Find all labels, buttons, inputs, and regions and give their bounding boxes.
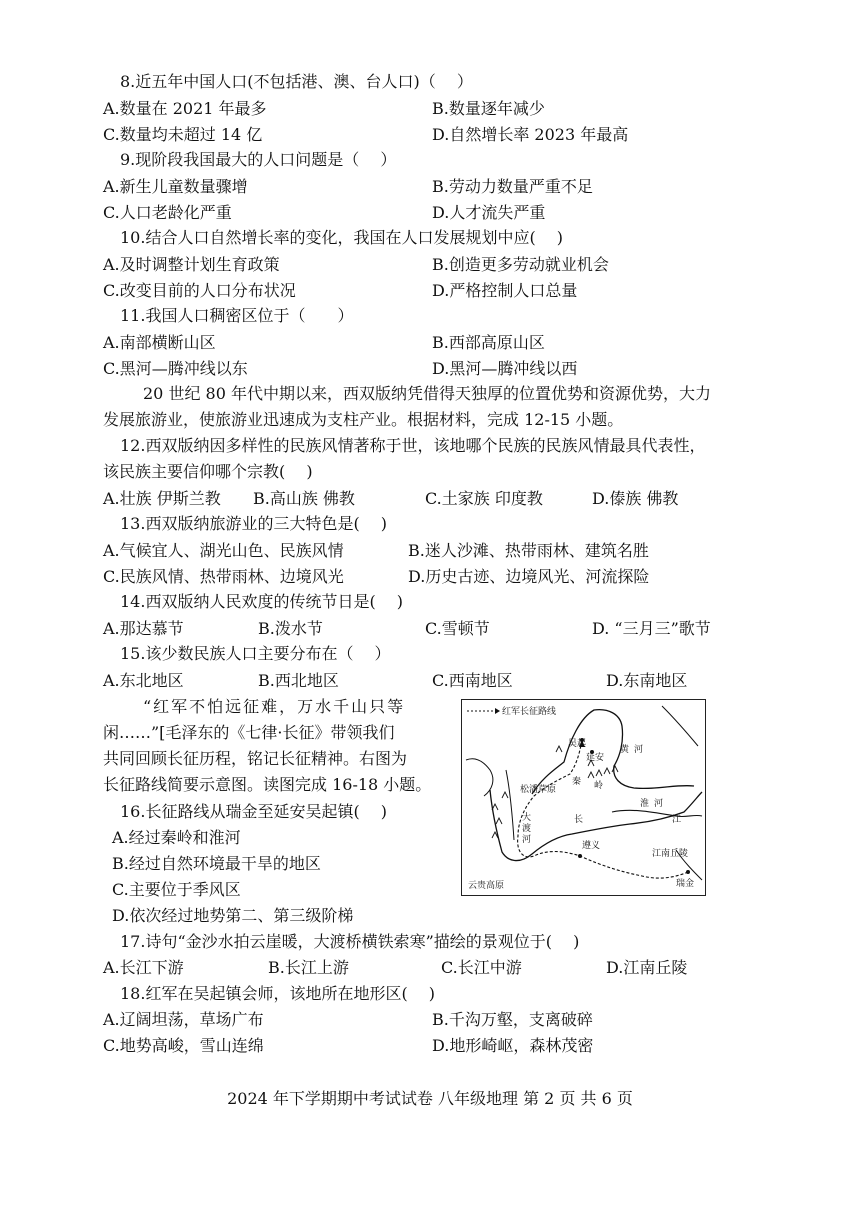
q8-option-c[interactable]: C.数量均未超过 14 亿: [103, 125, 263, 144]
material-1-line-2: 发展旅游业，使旅游业迅速成为支柱产业。根据材料，完成 12-15 小题。: [103, 410, 624, 429]
material-2-line-4: 长征路线简要示意图。读图完成 16-18 小题。: [103, 775, 432, 794]
q12-option-c[interactable]: C.土家族 印度教: [425, 489, 543, 508]
material-1-line-1: 20 世纪 80 年代中期以来，西双版纳凭借得天独厚的位置优势和资源优势，大力: [143, 384, 711, 403]
label-yanan: 延安: [586, 753, 605, 763]
q14-option-b[interactable]: B.泼水节: [258, 619, 323, 638]
q8-option-a[interactable]: A.数量在 2021 年最多: [103, 99, 267, 118]
q11-option-d[interactable]: D.黑河—腾冲线以西: [432, 359, 578, 378]
q8-stem: 8.近五年中国人口(不包括港、澳、台人口)（ ）: [120, 72, 473, 91]
q14-stem: 14.西双版纳人民欢度的传统节日是( ): [120, 592, 404, 611]
q9-option-d[interactable]: D.人才流失严重: [432, 203, 546, 222]
q10-option-b[interactable]: B.创造更多劳动就业机会: [432, 255, 609, 274]
q13-option-d[interactable]: D.历史古迹、边境风光、河流探险: [408, 567, 650, 586]
legend-label: 红军长征路线: [502, 707, 557, 717]
q12-option-a[interactable]: A.壮族 伊斯兰教: [103, 489, 221, 508]
q18-option-c[interactable]: C.地势高峻，雪山连绵: [103, 1036, 264, 1055]
material-2-line-1: “红军不怕远征难，万水千山只等: [143, 697, 406, 716]
legend-arrow-icon: [495, 708, 500, 714]
q17-option-a[interactable]: A.长江下游: [103, 958, 184, 977]
q14-option-d[interactable]: D. “三月三”歌节: [592, 619, 711, 638]
q15-option-c[interactable]: C.西南地区: [432, 671, 513, 690]
q18-option-d[interactable]: D.地形崎岖，森林茂密: [432, 1036, 594, 1055]
q12-option-b[interactable]: B.高山族 佛教: [253, 489, 355, 508]
q15-option-a[interactable]: A.东北地区: [103, 671, 184, 690]
label-ling: 岭: [594, 781, 604, 791]
material-2-line-2: 闲……”[毛泽东的《七律·长征》带领我们: [103, 723, 395, 742]
label-qin: 秦: [572, 777, 582, 787]
q17-stem: 17.诗句“金沙水拍云崖暖，大渡桥横铁索寒”描绘的景观位于( ): [120, 932, 580, 951]
q13-option-c[interactable]: C.民族风情、热带雨林、边境风光: [103, 567, 344, 586]
label-yungui: 云贵高原: [468, 881, 505, 891]
q17-option-b[interactable]: B.长江上游: [268, 958, 349, 977]
label-huang: 黄: [620, 745, 630, 755]
q18-stem: 18.红军在吴起镇会师，该地所在地形区( ): [120, 984, 436, 1003]
label-huai: 淮: [640, 799, 650, 809]
label-wuqi: 吴起: [568, 739, 587, 749]
label-he: 河: [634, 745, 644, 755]
q14-option-a[interactable]: A.那达慕节: [103, 619, 184, 638]
q10-stem: 10.结合人口自然增长率的变化，我国在人口发展规划中应( ): [120, 228, 564, 247]
label-he-2: 河: [654, 799, 664, 809]
label-dadu-2: 渡: [522, 824, 532, 834]
q14-option-c[interactable]: C.雪顿节: [425, 619, 490, 638]
q17-option-c[interactable]: C.长江中游: [441, 958, 522, 977]
q15-option-d[interactable]: D.东南地区: [606, 671, 688, 690]
q10-option-c[interactable]: C.改变目前的人口分布状况: [103, 281, 296, 300]
q10-option-a[interactable]: A.及时调整计划生育政策: [103, 255, 280, 274]
q11-option-c[interactable]: C.黑河—腾冲线以东: [103, 359, 248, 378]
q16-option-a[interactable]: A.经过秦岭和淮河: [112, 828, 241, 847]
q16-option-c[interactable]: C.主要位于季风区: [112, 880, 241, 899]
q16-option-b[interactable]: B.经过自然环境最干旱的地区: [112, 854, 321, 873]
q15-stem: 15.该少数民族人口主要分布在（ ）: [120, 644, 391, 663]
material-2-line-3: 共同回顾长征历程，铭记长征精神。右图为: [103, 749, 408, 768]
q8-option-b[interactable]: B.数量逐年减少: [432, 99, 545, 118]
label-songpan: 松潘草原: [520, 785, 557, 795]
q13-stem: 13.西双版纳旅游业的三大特色是( ): [120, 514, 388, 533]
q12-option-d[interactable]: D.傣族 佛教: [592, 489, 679, 508]
q18-option-b[interactable]: B.千沟万壑，支离破碎: [432, 1010, 593, 1029]
q12-stem-line-2: 该民族主要信仰哪个宗教( ): [103, 462, 313, 481]
q18-option-a[interactable]: A.辽阔坦荡，草场广布: [103, 1010, 264, 1029]
label-chang: 长: [574, 815, 584, 825]
label-zunyi: 遵义: [582, 841, 601, 851]
q16-stem: 16.长征路线从瑞金至延安吴起镇( ): [120, 802, 388, 821]
q13-option-a[interactable]: A.气候宜人、湖光山色、民族风情: [103, 541, 344, 560]
q10-option-d[interactable]: D.严格控制人口总量: [432, 281, 578, 300]
zunyi-point: [578, 854, 582, 858]
q15-option-b[interactable]: B.西北地区: [258, 671, 339, 690]
q9-option-c[interactable]: C.人口老龄化严重: [103, 203, 232, 222]
label-jiang: 江: [672, 815, 682, 825]
q9-option-a[interactable]: A.新生儿童数量骤增: [103, 177, 248, 196]
huai-river: [612, 810, 702, 816]
label-dadu-3: 河: [522, 835, 532, 845]
q16-option-d[interactable]: D.依次经过地势第二、第三级阶梯: [112, 906, 354, 925]
q12-stem-line-1: 12.西双版纳因多样性的民族风情著称于世，该地哪个民族的民族风情最具代表性，: [120, 436, 706, 455]
q9-stem: 9.现阶段我国最大的人口问题是（ ）: [120, 150, 397, 169]
q8-option-d[interactable]: D.自然增长率 2023 年最高: [432, 125, 629, 144]
western-border: [466, 759, 493, 796]
label-ruijin: 瑞金: [676, 879, 695, 889]
page-footer: 2024 年下学期期中考试试卷 八年级地理 第 2 页 共 6 页: [227, 1089, 633, 1108]
dadu-river: [506, 770, 514, 840]
q11-option-b[interactable]: B.西部高原山区: [432, 333, 545, 352]
q11-stem: 11.我国人口稠密区位于（ ）: [120, 306, 354, 325]
q17-option-d[interactable]: D.江南丘陵: [606, 958, 688, 977]
q9-option-b[interactable]: B.劳动力数量严重不足: [432, 177, 593, 196]
long-march-map: [461, 699, 706, 896]
ruijin-point: [686, 870, 690, 874]
label-jiangnan: 江南丘陵: [652, 849, 689, 859]
q11-option-a[interactable]: A.南部横断山区: [103, 333, 216, 352]
q13-option-b[interactable]: B.迷人沙滩、热带雨林、建筑名胜: [408, 541, 649, 560]
long-march-map-figure: [462, 700, 704, 894]
label-dadu-1: 大: [522, 813, 532, 823]
